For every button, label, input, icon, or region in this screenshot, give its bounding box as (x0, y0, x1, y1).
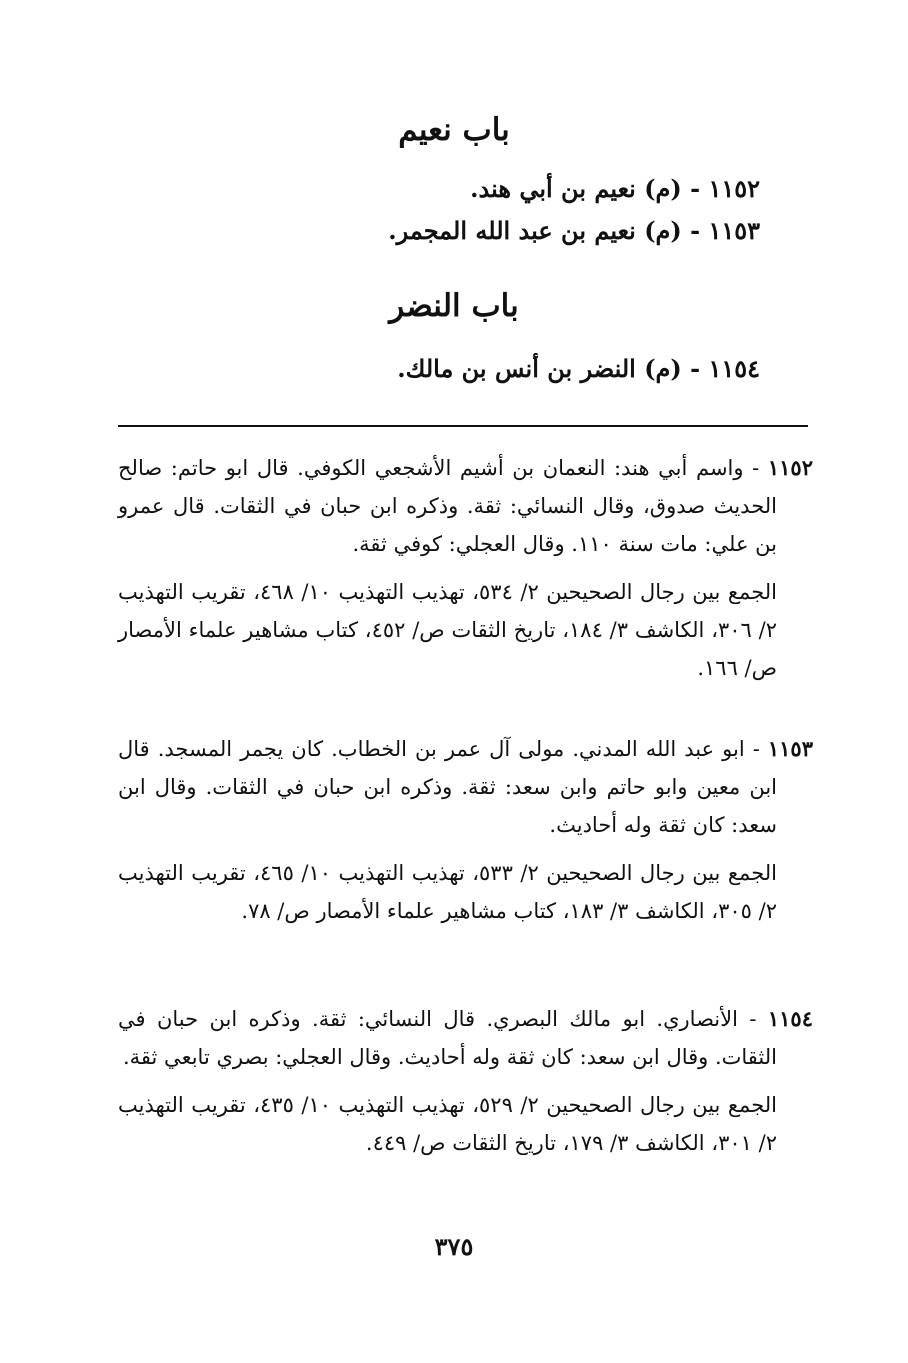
footnote-divider (118, 425, 808, 427)
footnote-references: الجمع بين رجال الصحيحين ٢/ ٥٣٤، تهذيب التهذيب ١٠/ ٤٦٨، تقريب التهذيب ٢/ ٣٠٦، الكاشف ٣/ ١٨٤، تاريخ الثقات ص/ ٤٥٢، كتاب مشاهير علماء الأمصار ص/ ١٦٦. (118, 580, 777, 680)
footnote-1154 (118, 1000, 813, 1162)
footnote-number: ١١٥٣ (767, 736, 813, 761)
entry-1153: ١١٥٣ - (م) نعيم بن عبد الله المجمر. (388, 216, 760, 245)
footnote-1153 (118, 730, 813, 930)
footnote-text: - ابو عبد الله المدني. مولى آل عمر بن الخطاب. كان يجمر المسجد. قال ابن معين وابو حاتم وابن سعد: ثقة. وذكره ابن حبان في الثقات. وقال ابن سعد: كان ثقة وله أحاديث. (118, 737, 777, 837)
footnote-1152 (118, 449, 813, 687)
footnote-body (118, 449, 813, 563)
footnote-references: الجمع بين رجال الصحيحين ٢/ ٥٣٣، تهذيب التهذيب ١٠/ ٤٦٥، تقريب التهذيب ٢/ ٣٠٥، الكاشف ٣/ ١٨٣، كتاب مشاهير علماء الأمصار ص/ ٧٨. (118, 861, 777, 923)
footnote-number: ١١٥٢ (767, 455, 813, 480)
footnote-references: الجمع بين رجال الصحيحين ٢/ ٥٢٩، تهذيب التهذيب ١٠/ ٤٣٥، تقريب التهذيب ٢/ ٣٠١، الكاشف ٣/ ١٧٩، تاريخ الثقات ص/ ٤٤٩. (118, 1093, 777, 1155)
section-heading-nuaym: باب نعيم (398, 112, 510, 148)
entry-1152: ١١٥٢ - (م) نعيم بن أبي هند. (470, 174, 760, 203)
section-heading-nadr: باب النضر (389, 288, 519, 324)
page-number: ٣٧٥ (434, 1232, 474, 1261)
entry-1154: ١١٥٤ - (م) النضر بن أنس بن مالك. (397, 354, 760, 383)
footnote-body (118, 1000, 813, 1076)
footnote-number: ١١٥٤ (767, 1006, 813, 1031)
footnote-body (118, 730, 813, 844)
footnote-text: - واسم أبي هند: النعمان بن أشيم الأشجعي الكوفي. قال ابو حاتم: صالح الحديث صدوق، وقال النسائي: ثقة. وذكره ابن حبان في الثقات. قال عمرو بن علي: مات سنة ١١٠. وقال العجلي: كوفي ثقة. (118, 456, 777, 556)
footnote-text: - الأنصاري. ابو مالك البصري. قال النسائي: ثقة. وذكره ابن حبان في الثقات. وقال ابن سعد: كان ثقة وله أحاديث. وقال العجلي: بصري تابعي ثقة. (118, 1007, 777, 1069)
